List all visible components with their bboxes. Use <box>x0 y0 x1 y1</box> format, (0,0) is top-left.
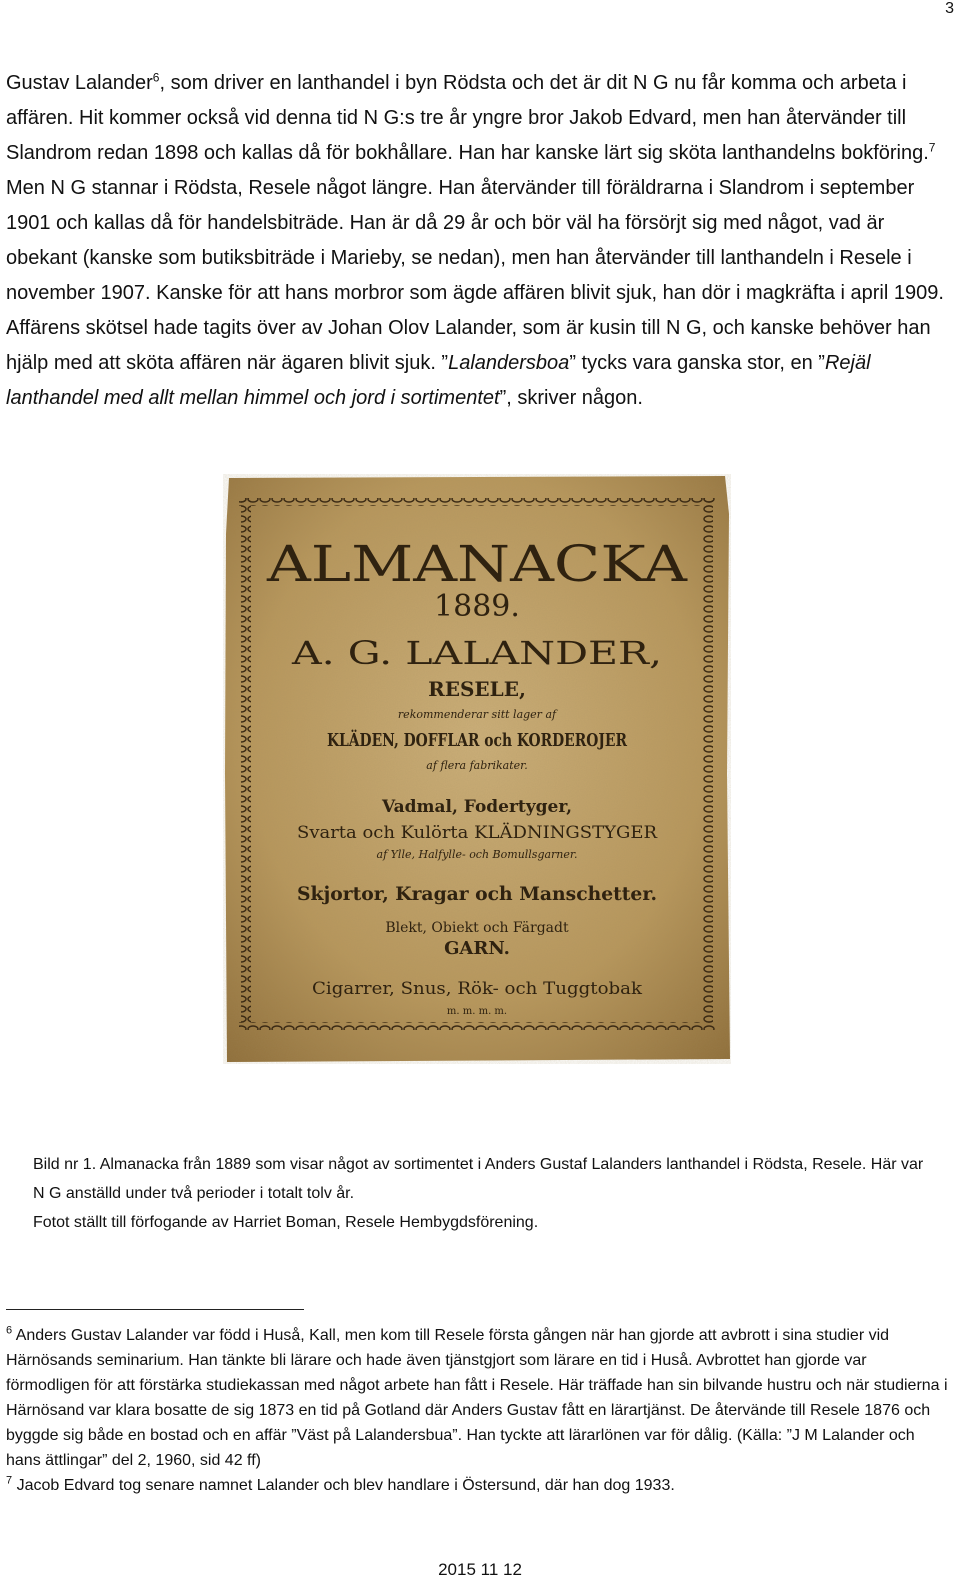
almanac-merchant: A. G. LALANDER, <box>290 634 662 672</box>
almanac-line-3: af flera fabrikater. <box>426 759 528 772</box>
almanac-photo <box>223 474 731 1064</box>
almanac-line-11: m. m. m. m. <box>446 1006 508 1017</box>
almanac-line-9: GARN. <box>444 938 510 959</box>
image-caption <box>33 1150 933 1237</box>
page-number: 3 <box>945 0 954 17</box>
footnote-7 <box>6 1473 950 1498</box>
almanac-year: 1889. <box>434 589 520 624</box>
body-text-2: , som driver en lanthandel i byn Rödsta och det är dit N G nu får komma och arbeta i affären. Hit kommer också vid denna tid N G:s tre år yngre bror Jakob Edvard, men han återvänder till Slandrom redan 1898 och kallas då för bokhållare. Han har kanske lärt sig sköta lanthandelns bokföring. <box>6 72 929 164</box>
almanac-line-2: KLÄDEN, DOFFLAR och KORDEROJER <box>327 730 717 751</box>
footnote-6-text: Anders Gustav Lalander var född i Huså, Kall, men kom till Resele första gången när han gjorde att avbrott i sina studier vid Härnösands seminarium. Han tänkte bli lärare och hade även tjänstgjort som lärare en tid i Huså. Avbrottet han gjorde var förmodligen för att förstärka studiekassan med något arbete han fått i Resele. Här träffade han sin bilvande hustru och när studierna i Härnösand var klara bosatte de sig 1873 en tid på Gotland där Anders Gustav fått en lärartjänst. De återvände till Resele 1876 och byggde sig både en bostad och en affär ”Väst på Lalandersbua”. Han tyckte att lärarlönen var för dålig. (Källa: ”J M Lalander och hans ättlingar” del 2, 1960, sid 42 ff) <box>6 1327 948 1469</box>
almanac-line-10: Cigarrer, Snus, Rök- och Tuggtobak <box>312 979 643 999</box>
body-italic-quote: Rejäl lanthandel med allt mellan himmel och jord i sortimentet <box>6 352 871 409</box>
footnote-6 <box>6 1323 950 1473</box>
footer-date: 2015 11 12 <box>438 1560 522 1579</box>
almanac-line-4: Vadmal, Fodertyger, <box>381 797 573 817</box>
footnote-7-text: Jacob Edvard tog senare namnet Lalander och blev handlare i Östersund, där han dog 1933. <box>12 1477 675 1494</box>
almanac-border-top <box>239 498 715 506</box>
footnote-7-number: 7 <box>6 1474 13 1487</box>
footnote-ref-7: 7 <box>928 140 936 155</box>
footnote-6-number: 6 <box>6 1324 13 1337</box>
almanac-border-right <box>703 498 713 1023</box>
almanac-line-8: Blekt, Obiekt och Färgadt <box>385 920 569 936</box>
almanac-border-left <box>241 498 251 1023</box>
almanac-line-1: rekommenderar sitt lager af <box>397 708 557 721</box>
caption-line-1: Bild nr 1. Almanacka från 1889 som visar något av sortimentet i Anders Gustaf Lalanders lanthandel i Rödsta, Resele. Här var N G anställd under två perioder i totalt tolv år. <box>33 1156 924 1202</box>
body-text-1: Gustav Lalander <box>6 72 153 94</box>
body-text-3: Men N G stannar i Rödsta, Resele något längre. Han återvänder till föräldrarna i Slandrom i september 1901 och kallas då för handelsbiträde. Han är då 29 år och bör väl ha försörjt sig med något, vad är obekant (kanske som butiksbiträde i Marieby, se nedan), men han återvänder till lanthandeln i Resele i november 1907. Kanske för att hans morbror som ägde affären blivit sjuk, han dör i magkräfta i april 1909. Affärens skötsel hade tagits över av Johan Olov Lalander, som är kusin till N G, och kanske behöver han hjälp med att sköta affären när ägaren blivit sjuk. ” <box>6 177 944 374</box>
body-text-5: ”, skriver någon. <box>499 387 643 409</box>
footnotes <box>6 1323 950 1498</box>
almanac-line-5: Svarta och Kulörta KLÄDNINGSTYGER <box>297 823 638 843</box>
caption-line-2: Fotot ställt till förfogande av Harriet Boman, Resele Hembygdsförening. <box>33 1214 539 1231</box>
body-text-4: ” tycks vara ganska stor, en ” <box>569 352 825 374</box>
almanac-title: ALMANACKA <box>265 535 689 593</box>
almanac-place: RESELE, <box>428 677 526 701</box>
body-italic-lalandersboa: Lalandersboa <box>448 352 570 374</box>
body-paragraph <box>6 66 952 416</box>
almanac-line-6: af Ylle, Halfylle- och Bomullsgarner. <box>376 848 578 861</box>
footnote-separator <box>6 1309 304 1310</box>
footnote-ref-6: 6 <box>152 70 160 85</box>
almanac-line-7: Skjortor, Kragar och Manschetter. <box>297 883 657 905</box>
